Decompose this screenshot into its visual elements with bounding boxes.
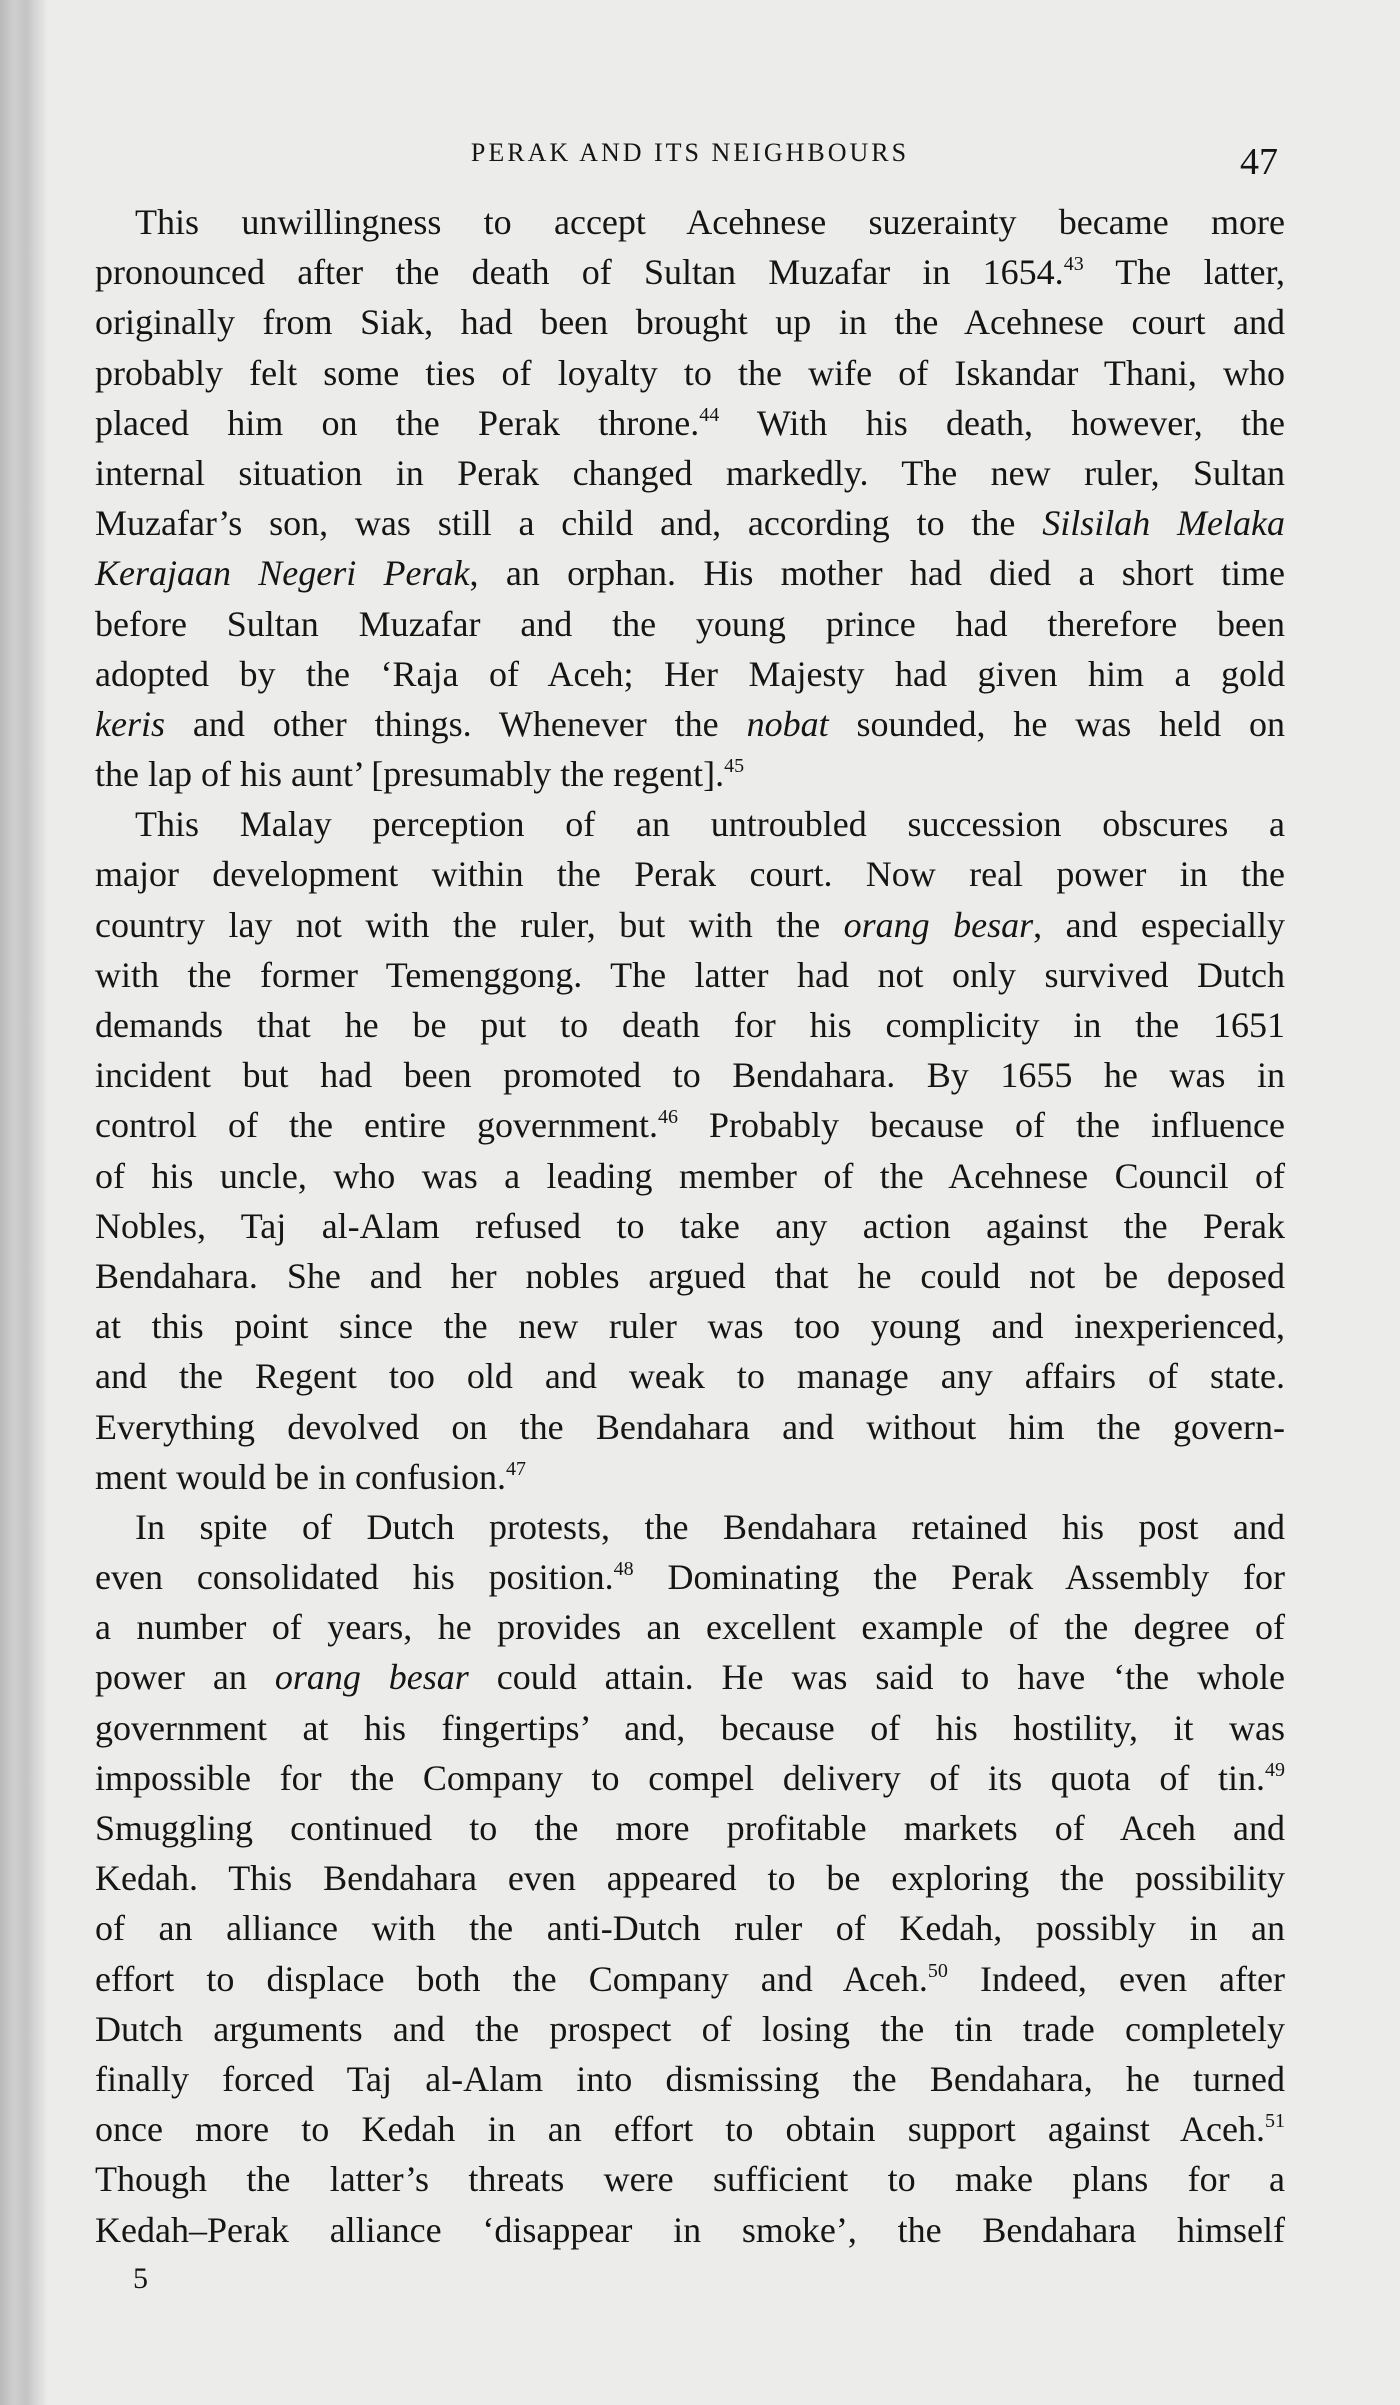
text-line (95, 1301, 1285, 1351)
text-segment: once more to Kedah in an effort to obtain support against Aceh. (95, 2109, 1265, 2150)
text-line (95, 1903, 1285, 1953)
text-segment: Bendahara. She and her nobles argued that he could not be deposed (95, 1255, 1285, 1296)
text-line (95, 599, 1285, 649)
text-line (95, 1201, 1285, 1251)
text-segment: Dutch arguments and the prospect of losing the tin trade completely (95, 2008, 1285, 2049)
footnote-ref: 49 (1265, 1758, 1285, 1781)
text-line (95, 1000, 1285, 1050)
running-title: PERAK AND ITS NEIGHBOURS (470, 138, 910, 167)
text-segment: probably felt some ties of loyalty to the wife of Iskandar Thani, who (95, 352, 1285, 393)
body-text (95, 197, 1285, 2255)
text-line (95, 2004, 1285, 2054)
text-line (95, 2154, 1285, 2204)
text-line (95, 448, 1285, 498)
text-line (95, 297, 1285, 347)
text-line (95, 950, 1285, 1000)
text-segment: impossible for the Company to compel delivery of its quota of tin. (95, 1757, 1265, 1798)
text-segment: Indeed, even after (947, 1958, 1285, 1999)
footnote-ref: 47 (505, 1457, 526, 1480)
text-segment: Dominating the Perak Assembly for (633, 1557, 1286, 1598)
text-line (95, 2054, 1285, 2104)
text-line (95, 1050, 1285, 1100)
text-line (95, 1853, 1285, 1903)
text-segment: demands that he be put to death for his complicity in the 1651 (95, 1005, 1285, 1045)
text-segment: power an (95, 1657, 275, 1698)
text-segment: and the Regent too old and weak to manage any affairs of state. (95, 1356, 1285, 1397)
footnote-ref: 45 (724, 755, 745, 778)
text-line (95, 1502, 1285, 1552)
text-segment: government at his fingertips’ and, because of his hostility, it was (95, 1707, 1285, 1748)
text-line (95, 1351, 1285, 1401)
text-segment: country lay not with the ruler, but with the (95, 904, 844, 945)
text-segment: major development within the Perak court. Now real power in the (95, 854, 1285, 895)
text-segment: Kedah–Perak alliance ‘disappear in smoke’, the Bendahara himself (95, 2209, 1285, 2250)
text-line (95, 1402, 1285, 1452)
text-segment: In spite of Dutch protests, the Bendahara retained his post and (135, 1506, 1285, 1547)
text-segment: Nobles, Taj al-Alam refused to take any action against the Perak (95, 1205, 1285, 1246)
text-segment: pronounced after the death of Sultan Muzafar in 1654. (95, 252, 1064, 293)
text-line (95, 1652, 1285, 1702)
text-line (95, 1602, 1285, 1652)
text-line (95, 849, 1285, 899)
text-segment: before Sultan Muzafar and the young prince had therefore been (95, 603, 1285, 644)
text-line (95, 649, 1285, 699)
text-line (95, 548, 1285, 598)
text-line (95, 1151, 1285, 1201)
text-segment: adopted by the ‘Raja of Aceh; Her Majesty had given him a gold (95, 653, 1285, 694)
text-segment: control of the entire government. (95, 1105, 658, 1146)
page-number: 47 (1240, 141, 1278, 183)
text-line (95, 900, 1285, 950)
text-line (95, 348, 1285, 398)
text-line (95, 699, 1285, 749)
text-line (95, 1452, 1285, 1502)
footnote-ref: 50 (927, 1959, 948, 1982)
text-segment: of his uncle, who was a leading member of the Acehnese Council of (95, 1155, 1285, 1196)
text-line (95, 749, 1285, 799)
italic-term: Kerajaan Negeri Perak (95, 553, 470, 594)
page-gutter-shadow (0, 0, 48, 2405)
text-segment: The latter, (1083, 252, 1285, 293)
text-segment: internal situation in Perak changed markedly. The new ruler, Sultan (95, 452, 1285, 493)
text-segment: Kedah. This Bendahara even appeared to be exploring the possibility (95, 1858, 1285, 1899)
text-line (95, 1703, 1285, 1753)
text-segment: , and especially (1033, 904, 1285, 945)
text-segment: With his death, however, the (719, 402, 1286, 443)
text-segment: originally from Siak, had been brought up in the Acehnese court and (95, 302, 1285, 343)
text-line (95, 1100, 1285, 1150)
italic-term: Silsilah Melaka (1042, 503, 1285, 544)
text-segment: , an orphan. His mother had died a short time (469, 553, 1285, 594)
footnote-ref: 46 (658, 1106, 678, 1129)
text-segment: placed him on the Perak throne. (95, 402, 700, 443)
text-line (95, 1753, 1285, 1803)
text-segment: Probably because of the influence (678, 1105, 1286, 1146)
footnote-ref: 44 (699, 403, 720, 426)
text-segment: ment would be in confusion. (95, 1456, 506, 1497)
footnote-ref: 51 (1265, 2110, 1285, 2133)
text-line (95, 197, 1285, 247)
text-segment: the lap of his aunt’ [presumably the regent]. (95, 754, 725, 795)
footnote-ref: 43 (1063, 253, 1084, 276)
italic-term: keris (95, 703, 165, 744)
italic-term: orang besar (843, 904, 1034, 945)
text-line (95, 2205, 1285, 2255)
text-line (95, 1954, 1285, 2004)
text-segment: incident but had been promoted to Bendahara. By 1655 he was in (95, 1055, 1285, 1096)
text-segment: a number of years, he provides an excellent example of the degree of (95, 1607, 1285, 1648)
text-segment: effort to displace both the Company and Aceh. (95, 1958, 928, 1999)
text-line (95, 247, 1285, 297)
text-line (95, 498, 1285, 548)
text-segment: Though the latter’s threats were sufficient to make plans for a (95, 2159, 1285, 2200)
text-segment: of an alliance with the anti-Dutch ruler of Kedah, possibly in an (95, 1908, 1285, 1949)
text-line (95, 799, 1285, 849)
text-segment: Smuggling continued to the more profitable markets of Aceh and (95, 1808, 1285, 1848)
text-segment: at this point since the new ruler was too young and inexperienced, (95, 1306, 1285, 1347)
italic-term: nobat (746, 703, 829, 744)
text-line (95, 2104, 1285, 2154)
text-segment: with the former Temenggong. The latter had not only survived Dutch (95, 954, 1285, 995)
text-segment: Muzafar’s son, was still a child and, according to the (95, 503, 1043, 544)
text-segment: sounded, he was held on (828, 703, 1285, 744)
text-line (95, 1803, 1285, 1853)
text-segment: even consolidated his position. (95, 1557, 614, 1598)
text-segment: This Malay perception of an untroubled succession obscures a (135, 804, 1285, 845)
text-line (95, 398, 1285, 448)
text-line (95, 1552, 1285, 1602)
text-line (95, 1251, 1285, 1301)
text-segment: could attain. He was said to have ‘the whole (468, 1657, 1285, 1698)
text-segment: and other things. Whenever the (164, 703, 747, 744)
text-segment: finally forced Taj al-Alam into dismissing the Bendahara, he turned (95, 2058, 1285, 2099)
text-segment: This unwillingness to accept Acehnese suzerainty became more (135, 202, 1285, 242)
italic-term: orang besar (274, 1657, 469, 1698)
text-segment: Everything devolved on the Bendahara and without him the govern- (95, 1406, 1285, 1447)
signature-mark: 5 (133, 2262, 148, 2295)
footnote-ref: 48 (613, 1558, 634, 1581)
